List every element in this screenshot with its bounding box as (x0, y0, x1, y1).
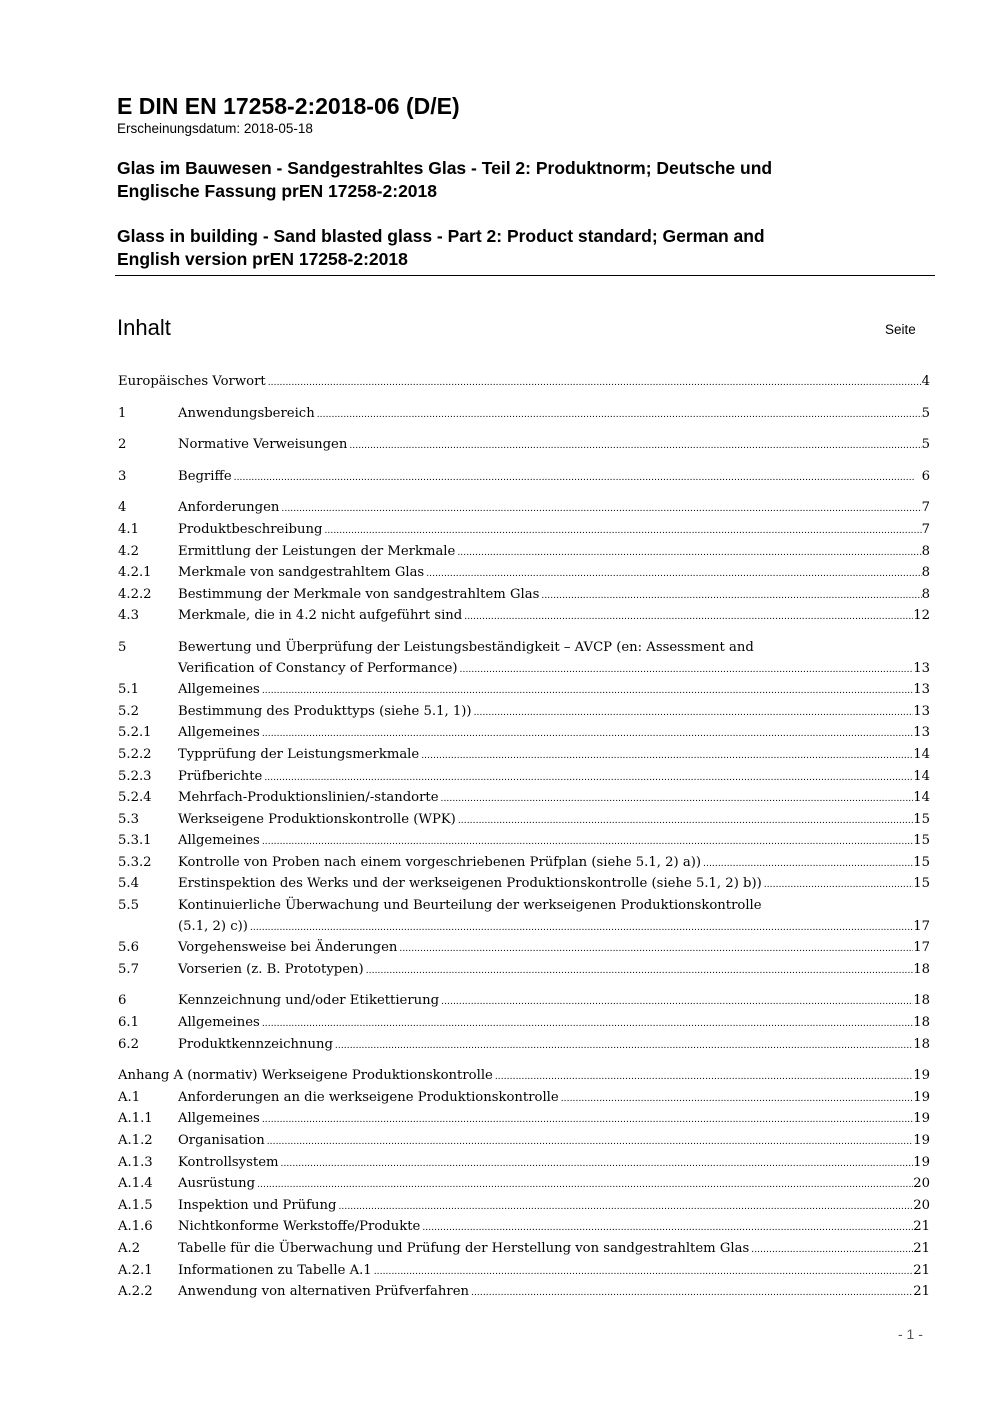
toc-entry[interactable] (118, 991, 930, 1013)
toc-entry-title-wrap (118, 372, 922, 394)
toc-dot-leader (250, 917, 913, 939)
toc-entry-number: A.1.3 (118, 1154, 153, 1170)
toc-entry-page: 4 (921, 374, 930, 389)
toc-dot-leader (457, 542, 921, 564)
toc-entry-page: 13 (913, 703, 930, 719)
toc-dot-leader (441, 788, 914, 810)
toc-entry[interactable] (118, 1153, 930, 1175)
toc-entry-title-wrap (178, 1261, 913, 1283)
toc-entry[interactable] (118, 498, 930, 520)
toc-entry-page: 5 (921, 405, 930, 421)
toc-dot-leader (234, 467, 922, 489)
toc-entry-title: Allgemeines (178, 1111, 260, 1127)
toc-entry-page: 21 (913, 1262, 930, 1278)
toc-entry-title: Begriffe (178, 468, 232, 484)
toc-entry[interactable] (118, 1174, 930, 1196)
toc-entry-title-wrap (178, 1035, 913, 1057)
toc-entry-title: Tabelle für die Überwachung und Prüfung der Herstellung von sandgestrahltem Glas (178, 1240, 750, 1256)
toc-entry-title: Ausrüstung (178, 1176, 256, 1192)
toc-entry-title: Allgemeines (178, 682, 260, 698)
toc-entry[interactable] (118, 810, 930, 832)
toc-entry-title-wrap (178, 1153, 913, 1175)
toc-entry[interactable] (118, 467, 930, 489)
toc-entry-title: Kontrolle von Proben nach einem vorgeschriebenen Prüfplan (siehe 5.1, 2) a)) (178, 854, 702, 870)
toc-entry-title-wrap (178, 853, 913, 875)
page-number: - 1 - (898, 1326, 923, 1342)
toc-entry-page: 14 (913, 768, 930, 784)
toc-entry[interactable] (118, 788, 930, 810)
toc-entry-page: 14 (913, 790, 930, 806)
toc-entry[interactable] (118, 1109, 930, 1131)
toc-entry-page: 18 (913, 1015, 930, 1031)
toc-entry-title: Allgemeines (178, 833, 260, 849)
toc-entry-title: Erstinspektion des Werks und der werkseigenen Produktionskontrolle (siehe 5.1, 2) b)) (178, 876, 762, 892)
toc-entry-page: 13 (913, 682, 930, 698)
toc-entry[interactable] (118, 1131, 930, 1153)
toc-entry-title: (5.1, 2) c)) (178, 918, 248, 934)
toc-entry-title: Europäisches Vorwort (118, 374, 266, 389)
toc-entry-title-wrap (178, 542, 922, 564)
toc-entry-page: 15 (913, 876, 930, 892)
toc-entry-number: A.1.4 (118, 1176, 153, 1192)
title-german (117, 157, 935, 203)
toc-entry-title-wrap (178, 831, 913, 853)
toc-entry-page: 18 (913, 1036, 930, 1052)
toc-entry-page: 18 (913, 993, 930, 1009)
toc-entry-number: 5.5 (118, 898, 139, 914)
toc-entry[interactable] (118, 1013, 930, 1035)
toc-entry[interactable] (118, 745, 930, 767)
toc-entry-page: 19 (913, 1111, 930, 1127)
toc-entry-page: 15 (913, 854, 930, 870)
toc-entry-title-wrap (178, 917, 913, 939)
toc-entry-title: Normative Verweisungen (178, 437, 348, 453)
toc-entry[interactable] (118, 896, 930, 917)
toc-entry-number: A.1.5 (118, 1197, 153, 1213)
toc-entry-title-wrap (178, 606, 913, 628)
toc-entry-page: 15 (913, 833, 930, 849)
toc-dot-leader (441, 991, 913, 1013)
toc-entry-page: 8 (921, 543, 930, 559)
toc-entry-title: Prüfberichte (178, 768, 263, 784)
toc-entry[interactable] (118, 1239, 930, 1261)
toc-entry-page: 12 (913, 608, 930, 624)
toc-dot-leader (703, 853, 913, 875)
toc-entry-number: 4.1 (118, 521, 139, 537)
toc-entry-number: 5.2.2 (118, 746, 152, 762)
toc-entry[interactable] (118, 938, 930, 960)
toc-entry-number: 6 (118, 993, 127, 1009)
toc-entry-title-wrap (178, 1282, 913, 1304)
toc-entry-title: Anforderungen an die werkseigene Produktionskontrolle (178, 1089, 559, 1105)
toc-entry-number: 1 (118, 405, 127, 421)
toc-entry-title-wrap (178, 1013, 913, 1035)
toc-dot-leader (561, 1088, 914, 1110)
toc-entry-continuation[interactable] (118, 917, 930, 939)
toc-entry-number: 3 (118, 468, 127, 484)
toc-entry-page: 20 (913, 1197, 930, 1213)
toc-entry-page: 19 (913, 1154, 930, 1170)
toc-entry-title: Werkseigene Produktionskontrolle (WPK) (178, 811, 456, 827)
toc-entry-title: Allgemeines (178, 725, 260, 741)
toc-entry-title-wrap (178, 467, 922, 489)
toc-entry-title: Anwendungsbereich (178, 405, 315, 421)
toc-entry[interactable] (118, 680, 930, 702)
toc-dot-leader (426, 563, 921, 585)
toc-dot-leader (464, 606, 913, 628)
toc-entry[interactable] (118, 404, 930, 426)
toc-entry-title-wrap (178, 723, 913, 745)
toc-entry-title-wrap (178, 745, 913, 767)
toc-entry-page: 19 (913, 1068, 930, 1084)
toc-entry-page: 15 (913, 811, 930, 827)
toc-entry-title: Allgemeines (178, 1015, 260, 1031)
toc-entry-title-wrap (178, 874, 913, 896)
toc-entry-page: 17 (913, 918, 930, 934)
toc-entry-number: 6.2 (118, 1036, 139, 1052)
toc-dot-leader (349, 435, 921, 457)
title-german-line-2: Englische Fassung prEN 17258-2:2018 (117, 181, 437, 201)
toc-entry-title-wrap (178, 585, 922, 607)
toc-entry-number: 4.2 (118, 543, 139, 559)
toc-dot-leader (317, 404, 922, 426)
toc-entry-number: 5.7 (118, 961, 139, 977)
toc-entry[interactable] (118, 435, 930, 457)
toc-entry[interactable] (118, 1282, 930, 1304)
toc-entry[interactable] (118, 1196, 930, 1218)
toc-entry-title: Verification of Constancy of Performance) (178, 660, 458, 676)
toc-dot-leader (474, 702, 914, 724)
toc-entry-number: 5.2.4 (118, 790, 152, 806)
toc-entry-page: 13 (913, 725, 930, 741)
toc-entry-page: 8 (921, 565, 930, 581)
toc-entry-title: Produktkennzeichnung (178, 1036, 333, 1052)
toc-entry-title-wrap (178, 810, 913, 832)
toc-entry-continuation[interactable] (118, 659, 930, 681)
toc-entry[interactable] (118, 831, 930, 853)
toc-entry-number: A.2.2 (118, 1284, 153, 1300)
toc-entry-title-line-1: Bewertung und Überprüfung der Leistungsbeständigkeit – AVCP (en: Assessment and (178, 639, 754, 655)
toc-dot-leader (399, 938, 913, 960)
toc-dot-leader (764, 874, 913, 896)
toc-entry-title: Produktbeschreibung (178, 521, 323, 537)
toc-entry-title-wrap (178, 702, 913, 724)
table-of-contents (118, 372, 930, 1304)
toc-entry-title-wrap (178, 680, 913, 702)
document-id: E DIN EN 17258-2:2018-06 (D/E) (117, 93, 460, 119)
toc-entry-page: 7 (921, 521, 930, 537)
toc-entry-number: 4.3 (118, 608, 139, 624)
toc-entry[interactable] (118, 1088, 930, 1110)
toc-entry-title: Typprüfung der Leistungsmerkmale (178, 746, 420, 762)
title-english-line-2: English version prEN 17258-2:2018 (117, 249, 408, 269)
toc-dot-leader (366, 960, 914, 982)
toc-entry-title-wrap (178, 938, 913, 960)
title-english-line-1: Glass in building - Sand blasted glass - Part 2: Product standard; German and (117, 226, 765, 246)
toc-entry-page: 5 (921, 437, 930, 453)
toc-entry-number: 5.1 (118, 682, 139, 698)
toc-dot-leader (335, 1035, 913, 1057)
toc-dot-leader (262, 1013, 913, 1035)
toc-entry-number: 2 (118, 437, 127, 453)
toc-entry-number: A.1.6 (118, 1219, 153, 1235)
toc-entry[interactable] (118, 372, 930, 394)
toc-entry[interactable] (118, 638, 930, 659)
toc-entry-title: Informationen zu Tabelle A.1 (178, 1262, 372, 1278)
toc-entry-number: 5.2.1 (118, 725, 152, 741)
toc-entry-title: Merkmale von sandgestrahltem Glas (178, 565, 425, 581)
toc-entry-number: 5.6 (118, 940, 139, 956)
toc-entry-number: 5.3.2 (118, 854, 152, 870)
document-header (117, 92, 935, 271)
toc-entry-number: 5.2.3 (118, 768, 152, 784)
toc-entry[interactable] (118, 542, 930, 564)
toc-entry-title: Kontrollsystem (178, 1154, 279, 1170)
toc-entry-number: 5 (118, 639, 127, 655)
toc-entry[interactable] (118, 1261, 930, 1283)
toc-dot-leader (281, 498, 921, 520)
toc-entry-title-wrap (178, 767, 913, 789)
toc-entry-page: 13 (913, 660, 930, 676)
toc-entry-title-wrap (178, 788, 913, 810)
toc-entry-page: 6 (921, 468, 930, 484)
toc-entry-title: Vorserien (z. B. Prototypen) (178, 961, 364, 977)
toc-entry-title: Ermittlung der Leistungen der Merkmale (178, 543, 456, 559)
toc-entry-title: Bestimmung des Produkttyps (siehe 5.1, 1)) (178, 703, 472, 719)
toc-dot-leader (267, 1131, 914, 1153)
toc-dot-leader (257, 1174, 913, 1196)
toc-entry-title-wrap (178, 498, 922, 520)
toc-dot-leader (460, 659, 914, 681)
title-german-line-1: Glas im Bauwesen - Sandgestrahltes Glas - Teil 2: Produktnorm; Deutsche und (117, 158, 773, 178)
toc-entry-page: 17 (913, 940, 930, 956)
toc-entry-page: 21 (913, 1219, 930, 1235)
toc-entry-title-wrap (178, 991, 913, 1013)
toc-dot-leader (374, 1261, 914, 1283)
toc-entry-title-wrap (178, 563, 922, 585)
toc-dot-leader (268, 372, 922, 394)
toc-entry-number: A.2.1 (118, 1262, 153, 1278)
toc-entry-number: 5.3 (118, 811, 139, 827)
toc-entry-title-wrap (178, 520, 922, 542)
toc-entry-title-wrap (178, 1217, 913, 1239)
toc-page-label: Seite (885, 322, 916, 337)
toc-entry[interactable] (118, 1035, 930, 1057)
toc-entry-number: A.1.2 (118, 1133, 153, 1148)
toc-entry-title: Anwendung von alternativen Prüfverfahren (178, 1284, 469, 1300)
toc-entry-page: 19 (913, 1089, 930, 1105)
toc-entry-title-wrap (178, 1109, 913, 1131)
toc-dot-leader (262, 680, 913, 702)
toc-dot-leader (471, 1282, 913, 1304)
toc-entry-page: 19 (913, 1133, 930, 1148)
toc-entry-title-wrap (178, 1196, 913, 1218)
toc-dot-leader (421, 745, 913, 767)
toc-dot-leader (262, 723, 913, 745)
toc-entry[interactable] (118, 563, 930, 585)
toc-entry-title-wrap (178, 1239, 913, 1261)
toc-entry-page: 8 (921, 586, 930, 602)
toc-dot-leader (541, 585, 921, 607)
toc-dot-leader (422, 1217, 913, 1239)
toc-entry-number: A.2 (118, 1240, 141, 1256)
toc-entry-number: 4 (118, 500, 127, 516)
toc-entry-title: Anhang A (normativ) Werkseigene Produktionskontrolle (118, 1068, 493, 1084)
toc-entry[interactable] (118, 853, 930, 875)
header-divider (115, 275, 935, 276)
toc-entry-title: Mehrfach-Produktionslinien/-standorte (178, 790, 439, 806)
toc-entry-number: A.1 (118, 1089, 141, 1105)
toc-entry[interactable] (118, 960, 930, 982)
toc-entry-title-wrap (178, 435, 922, 457)
toc-entry-title-wrap (178, 1088, 913, 1110)
toc-entry-page: 18 (913, 961, 930, 977)
toc-entry-title-wrap (178, 1131, 913, 1153)
toc-dot-leader (458, 810, 913, 832)
toc-entry-title: Nichtkonforme Werkstoffe/Produkte (178, 1219, 421, 1235)
toc-entry-number: A.1.1 (118, 1111, 153, 1127)
toc-entry-title-wrap (178, 659, 913, 681)
toc-entry-title: Inspektion und Prüfung (178, 1197, 337, 1213)
toc-entry-title-wrap (178, 404, 922, 426)
toc-entry-number: 6.1 (118, 1015, 139, 1031)
toc-dot-leader (281, 1153, 914, 1175)
toc-entry-page: 21 (913, 1284, 930, 1300)
toc-entry[interactable] (118, 1066, 930, 1088)
toc-entry-title: Organisation (178, 1133, 265, 1148)
toc-entry-title: Merkmale, die in 4.2 nicht aufgeführt sind (178, 608, 463, 624)
toc-entry-number: 4.2.1 (118, 565, 152, 581)
title-english (117, 225, 935, 271)
toc-entry-number: 5.4 (118, 876, 139, 892)
toc-entry[interactable] (118, 874, 930, 896)
toc-entry[interactable] (118, 767, 930, 789)
release-date: Erscheinungsdatum: 2018-05-18 (117, 121, 313, 136)
toc-entry-number: 5.2 (118, 703, 139, 719)
toc-dot-leader (264, 767, 913, 789)
toc-entry-page: 20 (913, 1176, 930, 1192)
toc-dot-leader (262, 831, 913, 853)
toc-entry-title: Anforderungen (178, 500, 280, 516)
toc-entry-title: Vorgehensweise bei Änderungen (178, 940, 398, 956)
toc-entry-number: 5.3.1 (118, 833, 152, 849)
toc-entry-title-wrap (118, 1066, 913, 1088)
toc-entry-title-line-1: Kontinuierliche Überwachung und Beurteilung der werkseigenen Produktionskontrolle (178, 898, 762, 914)
toc-dot-leader (495, 1066, 913, 1088)
toc-dot-leader (324, 520, 921, 542)
toc-entry-title-wrap (178, 1174, 913, 1196)
toc-entry-title: Bestimmung der Merkmale von sandgestrahltem Glas (178, 586, 540, 602)
toc-entry[interactable] (118, 585, 930, 607)
toc-entry[interactable] (118, 606, 930, 628)
toc-entry-title-wrap (178, 960, 913, 982)
toc-dot-leader (338, 1196, 913, 1218)
toc-entry-title: Kennzeichnung und/oder Etikettierung (178, 993, 440, 1009)
toc-entry-page: 7 (921, 500, 930, 516)
toc-heading: Inhalt (117, 315, 171, 340)
toc-entry-page: 21 (913, 1240, 930, 1256)
toc-entry-page: 14 (913, 746, 930, 762)
toc-dot-leader (751, 1239, 913, 1261)
toc-entry[interactable] (118, 702, 930, 724)
toc-entry[interactable] (118, 520, 930, 542)
toc-entry[interactable] (118, 723, 930, 745)
toc-entry[interactable] (118, 1217, 930, 1239)
toc-dot-leader (262, 1109, 913, 1131)
toc-entry-number: 4.2.2 (118, 586, 152, 602)
